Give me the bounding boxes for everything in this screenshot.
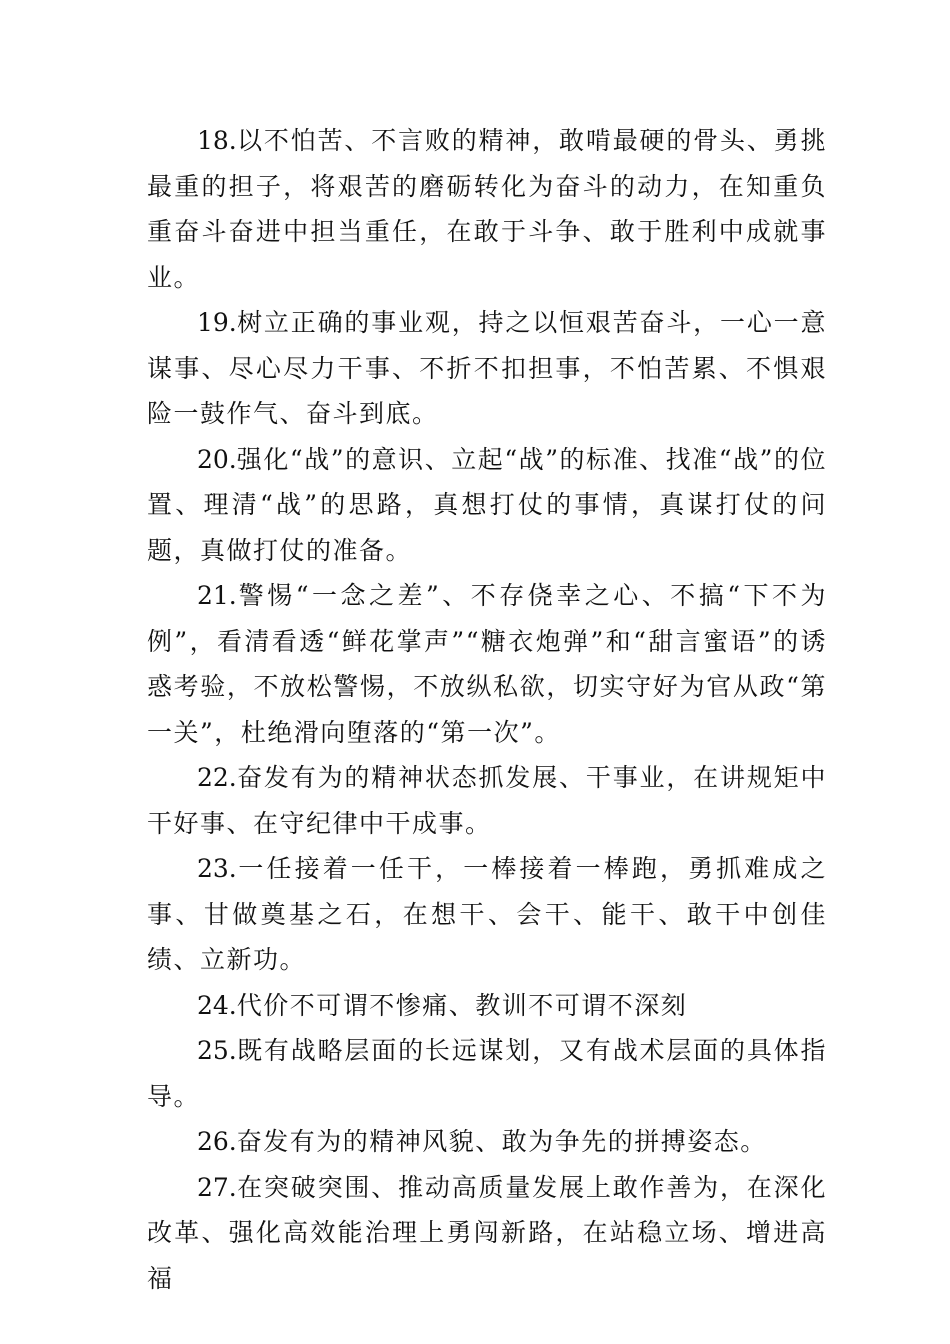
paragraph-text: 代价不可谓不惨痛、教训不可谓不深刻 [236,990,688,1020]
paragraph-text: 强化“战”的意识、立起“战”的标准、找准“战”的位置、理清“战”的思路，真想打仗的事情，真谋打仗的问题，真做打仗的准备。 [147,444,827,565]
paragraph-23 [147,846,827,983]
paragraph-number: 19. [197,308,237,337]
paragraph-20 [147,437,827,574]
paragraph-number: 18. [197,126,237,155]
paragraph-text: 一任接着一任干，一棒接着一棒跑，勇抓难成之事、甘做奠基之石，在想干、会干、能干、敢干中创佳绩、立新功。 [147,854,827,974]
paragraph-number: 21. [197,581,237,610]
paragraph-21 [147,573,827,755]
paragraph-18 [147,118,827,300]
paragraph-26 [147,1119,827,1165]
paragraph-number: 27. [197,1172,237,1202]
paragraph-text: 以不怕苦、不言败的精神，敢啃最硬的骨头、勇挑最重的担子，将艰苦的磨砺转化为奋斗的动力，在知重负重奋斗奋进中担当重任，在敢于斗争、敢于胜利中成就事业。 [147,126,827,292]
paragraph-27 [147,1165,827,1302]
paragraph-22 [147,755,827,846]
document-body [147,118,827,1301]
paragraph-24 [147,983,827,1029]
paragraph-number: 24. [197,990,237,1020]
paragraph-number: 23. [197,854,237,883]
paragraph-text: 奋发有为的精神状态抓发展、干事业，在讲规矩中干好事、在守纪律中干成事。 [147,763,827,838]
paragraph-25 [147,1028,827,1119]
paragraph-text: 既有战略层面的长远谋划，又有战术层面的具体指导。 [147,1036,827,1111]
paragraph-text: 树立正确的事业观，持之以恒艰苦奋斗，一心一意谋事、尽心尽力干事、不折不扣担事，不怕苦累、不惧艰险一鼓作气、奋斗到底。 [147,308,827,428]
paragraph-19 [147,300,827,437]
paragraph-text: 在突破突围、推动高质量发展上敢作善为，在深化改革、强化高效能治理上勇闯新路，在站稳立场、增进高福 [147,1172,827,1293]
paragraph-number: 22. [197,763,237,792]
paragraph-number: 20. [197,444,237,474]
paragraph-text: 警惕“一念之差”、不存侥幸之心、不搞“下不为例”，看清看透“鲜花掌声”“糖衣炮弹”和“甜言蜜语”的诱惑考验，不放松警惕，不放纵私欲，切实守好为官从政“第一关”，杜绝滑向堕落的“第一次”。 [147,581,827,747]
paragraph-text: 奋发有为的精神风貌、敢为争先的拼搏姿态。 [236,1127,767,1156]
paragraph-number: 25. [197,1036,237,1065]
paragraph-number: 26. [197,1127,237,1156]
